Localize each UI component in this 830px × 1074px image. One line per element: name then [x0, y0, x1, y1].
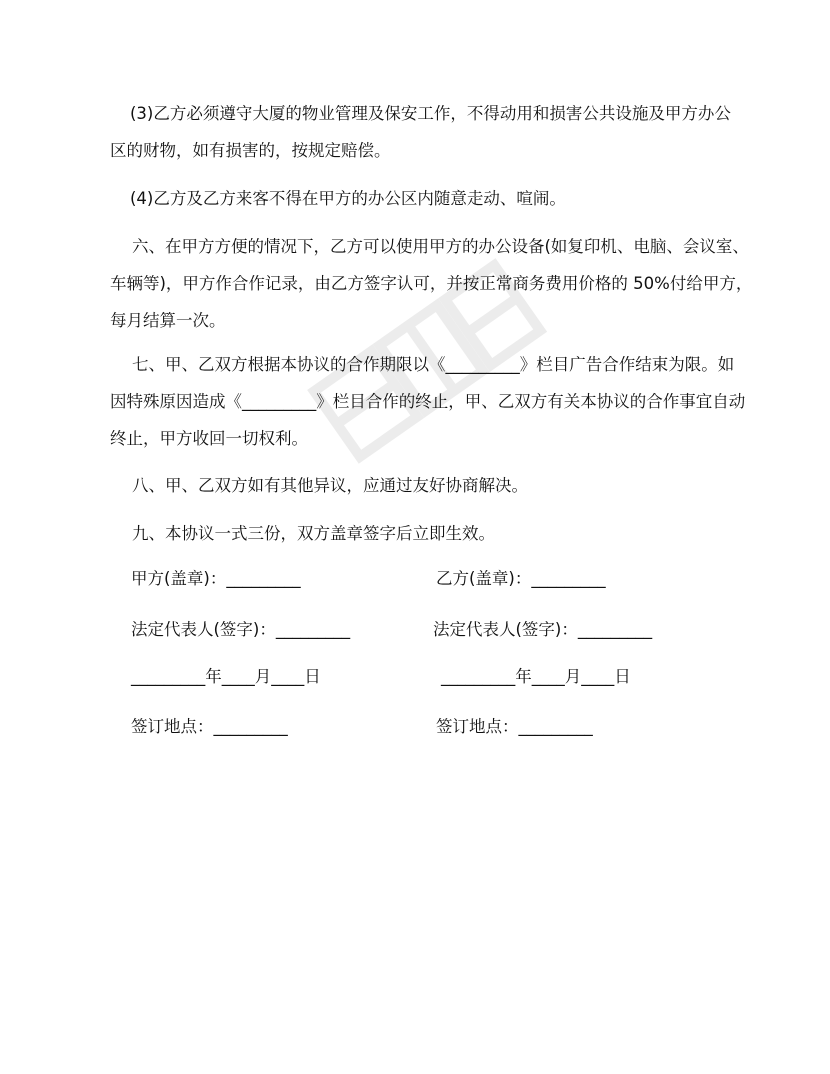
clause-6-paragraph [110, 228, 753, 339]
party-a-place-line: 签订地点：_________ [131, 717, 288, 736]
clause-6-line-1: 六、在甲方方便的情况下，乙方可以使用甲方的办公设备(如复印机、电脑、会议室、 [132, 237, 749, 256]
clause-8-paragraph [110, 467, 730, 504]
item-3-paragraph [110, 95, 730, 169]
clause-9-line-1: 九、本协议一式三份，双方盖章签字后立即生效。 [132, 524, 495, 543]
party-b-date-line: _________年____月____日 [441, 667, 631, 686]
item-4-paragraph [110, 180, 730, 217]
item-3-line-2: 区的财物，如有损害的，按规定赔偿。 [110, 141, 391, 160]
clause-7-paragraph [110, 346, 746, 457]
item-4-line-1: (4)乙方及乙方来客不得在甲方的办公区内随意走动、喧闹。 [130, 189, 566, 208]
clause-7-line-3: 终止，甲方收回一切权利。 [110, 429, 308, 448]
party-b-place-line: 签订地点：_________ [436, 717, 593, 736]
clause-8-line-1: 八、甲、乙双方如有其他异议，应通过友好协商解决。 [132, 476, 528, 495]
clause-6-line-3: 每月结算一次。 [110, 311, 226, 330]
clause-7-line-2: 因特殊原因造成《_________》栏目合作的终止，甲、乙双方有关本协议的合作事宜自动 [110, 392, 746, 411]
party-a-seal-line: 甲方(盖章)：_________ [131, 569, 301, 588]
clause-7-line-1: 七、甲、乙双方根据本协议的合作期限以《_________》栏目广告合作结束为限。如 [132, 355, 735, 374]
party-b-representative-line: 法定代表人(签字)：_________ [433, 620, 653, 639]
clause-9-paragraph [110, 515, 730, 552]
item-3-line-1: (3)乙方必须遵守大厦的物业管理及保安工作，不得动用和损害公共设施及甲方办公 [130, 104, 731, 123]
party-a-representative-line: 法定代表人(签字)：_________ [131, 620, 351, 639]
party-a-date-line: _________年____月____日 [131, 667, 321, 686]
party-b-seal-line: 乙方(盖章)：_________ [436, 569, 606, 588]
clause-6-line-2: 车辆等)，甲方作合作记录，由乙方签字认可，并按正常商务费用价格的 50%付给甲方， [110, 274, 753, 293]
